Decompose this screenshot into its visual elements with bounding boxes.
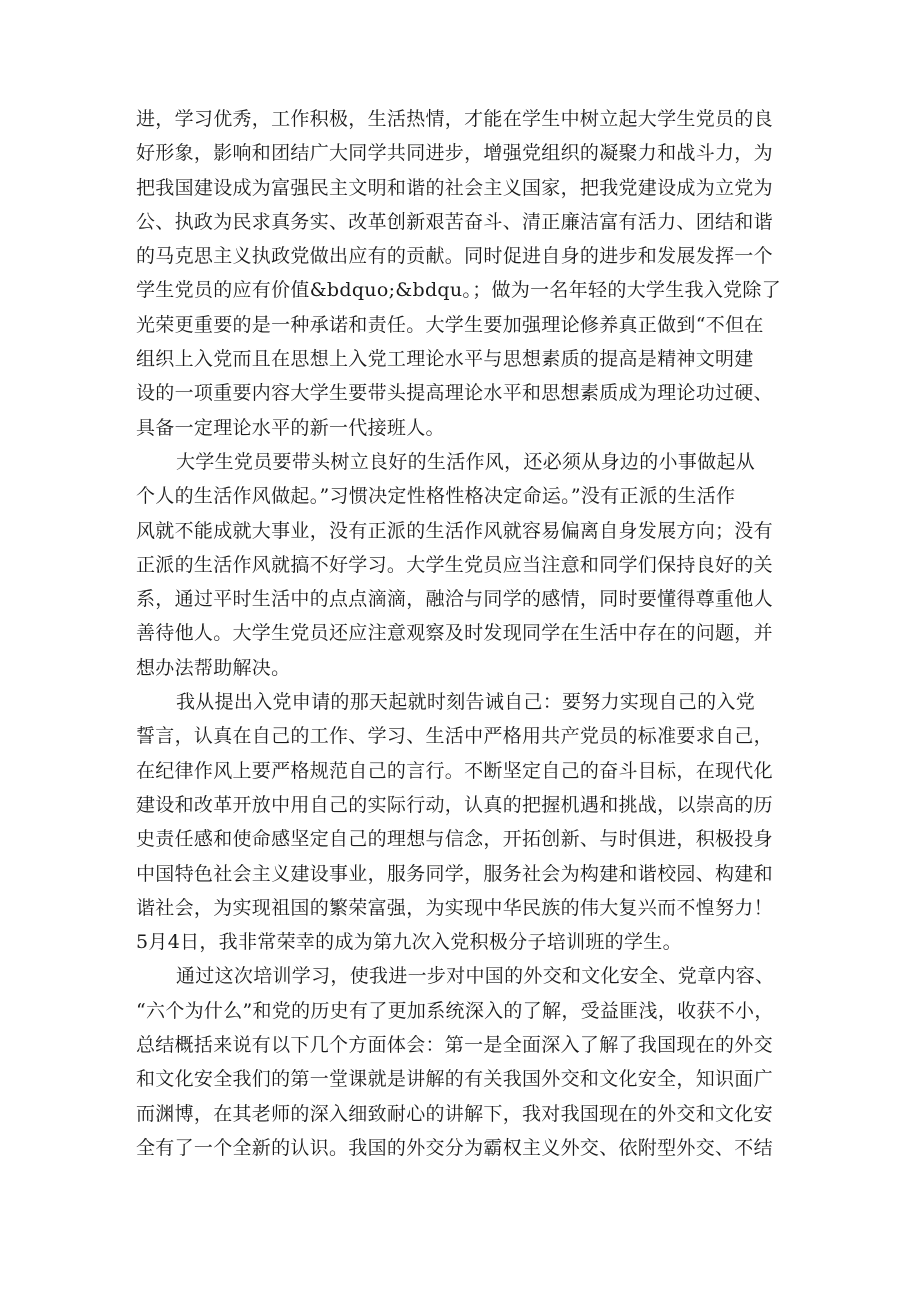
text-line: 公、执政为民求真务实、改革创新艰苦奋斗、清正廉洁富有活力、团结和谐	[136, 210, 773, 233]
text-line: 光荣更重要的是一种承诺和责任。大学生要加强理论修养真正做到“不但在	[136, 313, 764, 336]
paragraph	[136, 959, 796, 1165]
text-line: 把我国建设成为富强民主文明和谐的社会主义国家，把我党建设成为立党为	[136, 176, 773, 199]
text-line: 进，学习优秀，工作积极，生活热情，才能在学生中树立起大学生党员的良	[136, 108, 773, 130]
paragraph	[136, 685, 796, 959]
paragraph	[136, 445, 796, 685]
text-line: 风就不能成就大事业，没有正派的生活作风就容易偏离自身发展方向；没有	[136, 519, 773, 542]
text-line: 学生党员的应有价值&bdquo;&bdqu。；做为一名年轻的大学生我入党除了	[136, 279, 782, 302]
text-line: 的马克思主义执政党做出应有的贡献。同时促进自身的进步和发展发挥一个	[136, 245, 773, 268]
text-line: 誓言，认真在自己的工作、学习、生活中严格用共产党员的标准要求自己，	[136, 725, 773, 748]
text-line: 中国特色社会主义建设事业，服务同学，服务社会为构建和谐校园、构建和	[136, 862, 773, 885]
paragraph	[136, 102, 796, 445]
document-body	[136, 102, 796, 1165]
text-line: 想办法帮助解决。	[136, 656, 291, 679]
text-line: 在纪律作风上要严格规范自己的言行。不断坚定自己的奋斗目标，在现代化	[136, 759, 773, 782]
text-line: “六个为什么”和党的历史有了更加系统深入的了解，受益匪浅，收获不小，	[136, 999, 774, 1022]
text-line: 具备一定理论水平的新一代接班人。	[136, 416, 445, 439]
text-line: 建设和改革开放中用自己的实际行动，认真的把握机遇和挑战，以崇高的历	[136, 793, 773, 816]
text-line: 设的一项重要内容大学生要带头提高理论水平和思想素质成为理论功过硬、	[136, 382, 773, 405]
text-line: 我从提出入党申请的那天起就时刻告诫自己：要努力实现自己的入党	[176, 691, 756, 714]
text-line: 善待他人。大学生党员还应注意观察及时发现同学在生活中存在的问题，并	[136, 622, 773, 645]
text-line: 通过这次培训学习，使我进一步对中国的外交和文化安全、党章内容、	[176, 965, 775, 988]
text-line: 系，通过平时生活中的点点滴滴，融洽与同学的感情，同时要懂得尊重他人	[136, 588, 773, 611]
text-line: 总结概括来说有以下几个方面体会：第一是全面深入了解了我国现在的外交	[136, 1034, 773, 1057]
text-line: 而渊博，在其老师的深入细致耐心的讲解下，我对我国现在的外交和文化安	[136, 1102, 773, 1125]
text-line: 史责任感和使命感坚定自己的理想与信念，开拓创新、与时俱进，积极投身	[136, 828, 773, 851]
text-line: 好形象，影响和团结广大同学共同进步，增强党组织的凝聚力和战斗力，为	[136, 142, 773, 165]
text-line: 正派的生活作风就搞不好学习。大学生党员应当注意和同学们保持良好的关	[136, 553, 773, 576]
text-line: 谐社会，为实现祖国的繁荣富强，为实现中华民族的伟大复兴而不惶努力！	[136, 896, 773, 919]
text-line: 和文化安全我们的第一堂课就是讲解的有关我国外交和文化安全，知识面广	[136, 1068, 773, 1091]
text-line: 个人的生活作风做起。”习惯决定性格性格决定命运。”没有正派的生活作	[136, 485, 736, 508]
text-line: 全有了一个全新的认识。我国的外交分为霸权主义外交、依附型外交、不结	[136, 1136, 773, 1159]
text-line: 组织上入党而且在思想上入党工理论水平与思想素质的提高是精神文明建	[136, 348, 754, 371]
text-line: 5月4日，我非常荣幸的成为第九次入党积极分子培训班的学生。	[136, 931, 682, 954]
text-line: 大学生党员要带头树立良好的生活作风，还必须从身边的小事做起从	[176, 450, 756, 473]
